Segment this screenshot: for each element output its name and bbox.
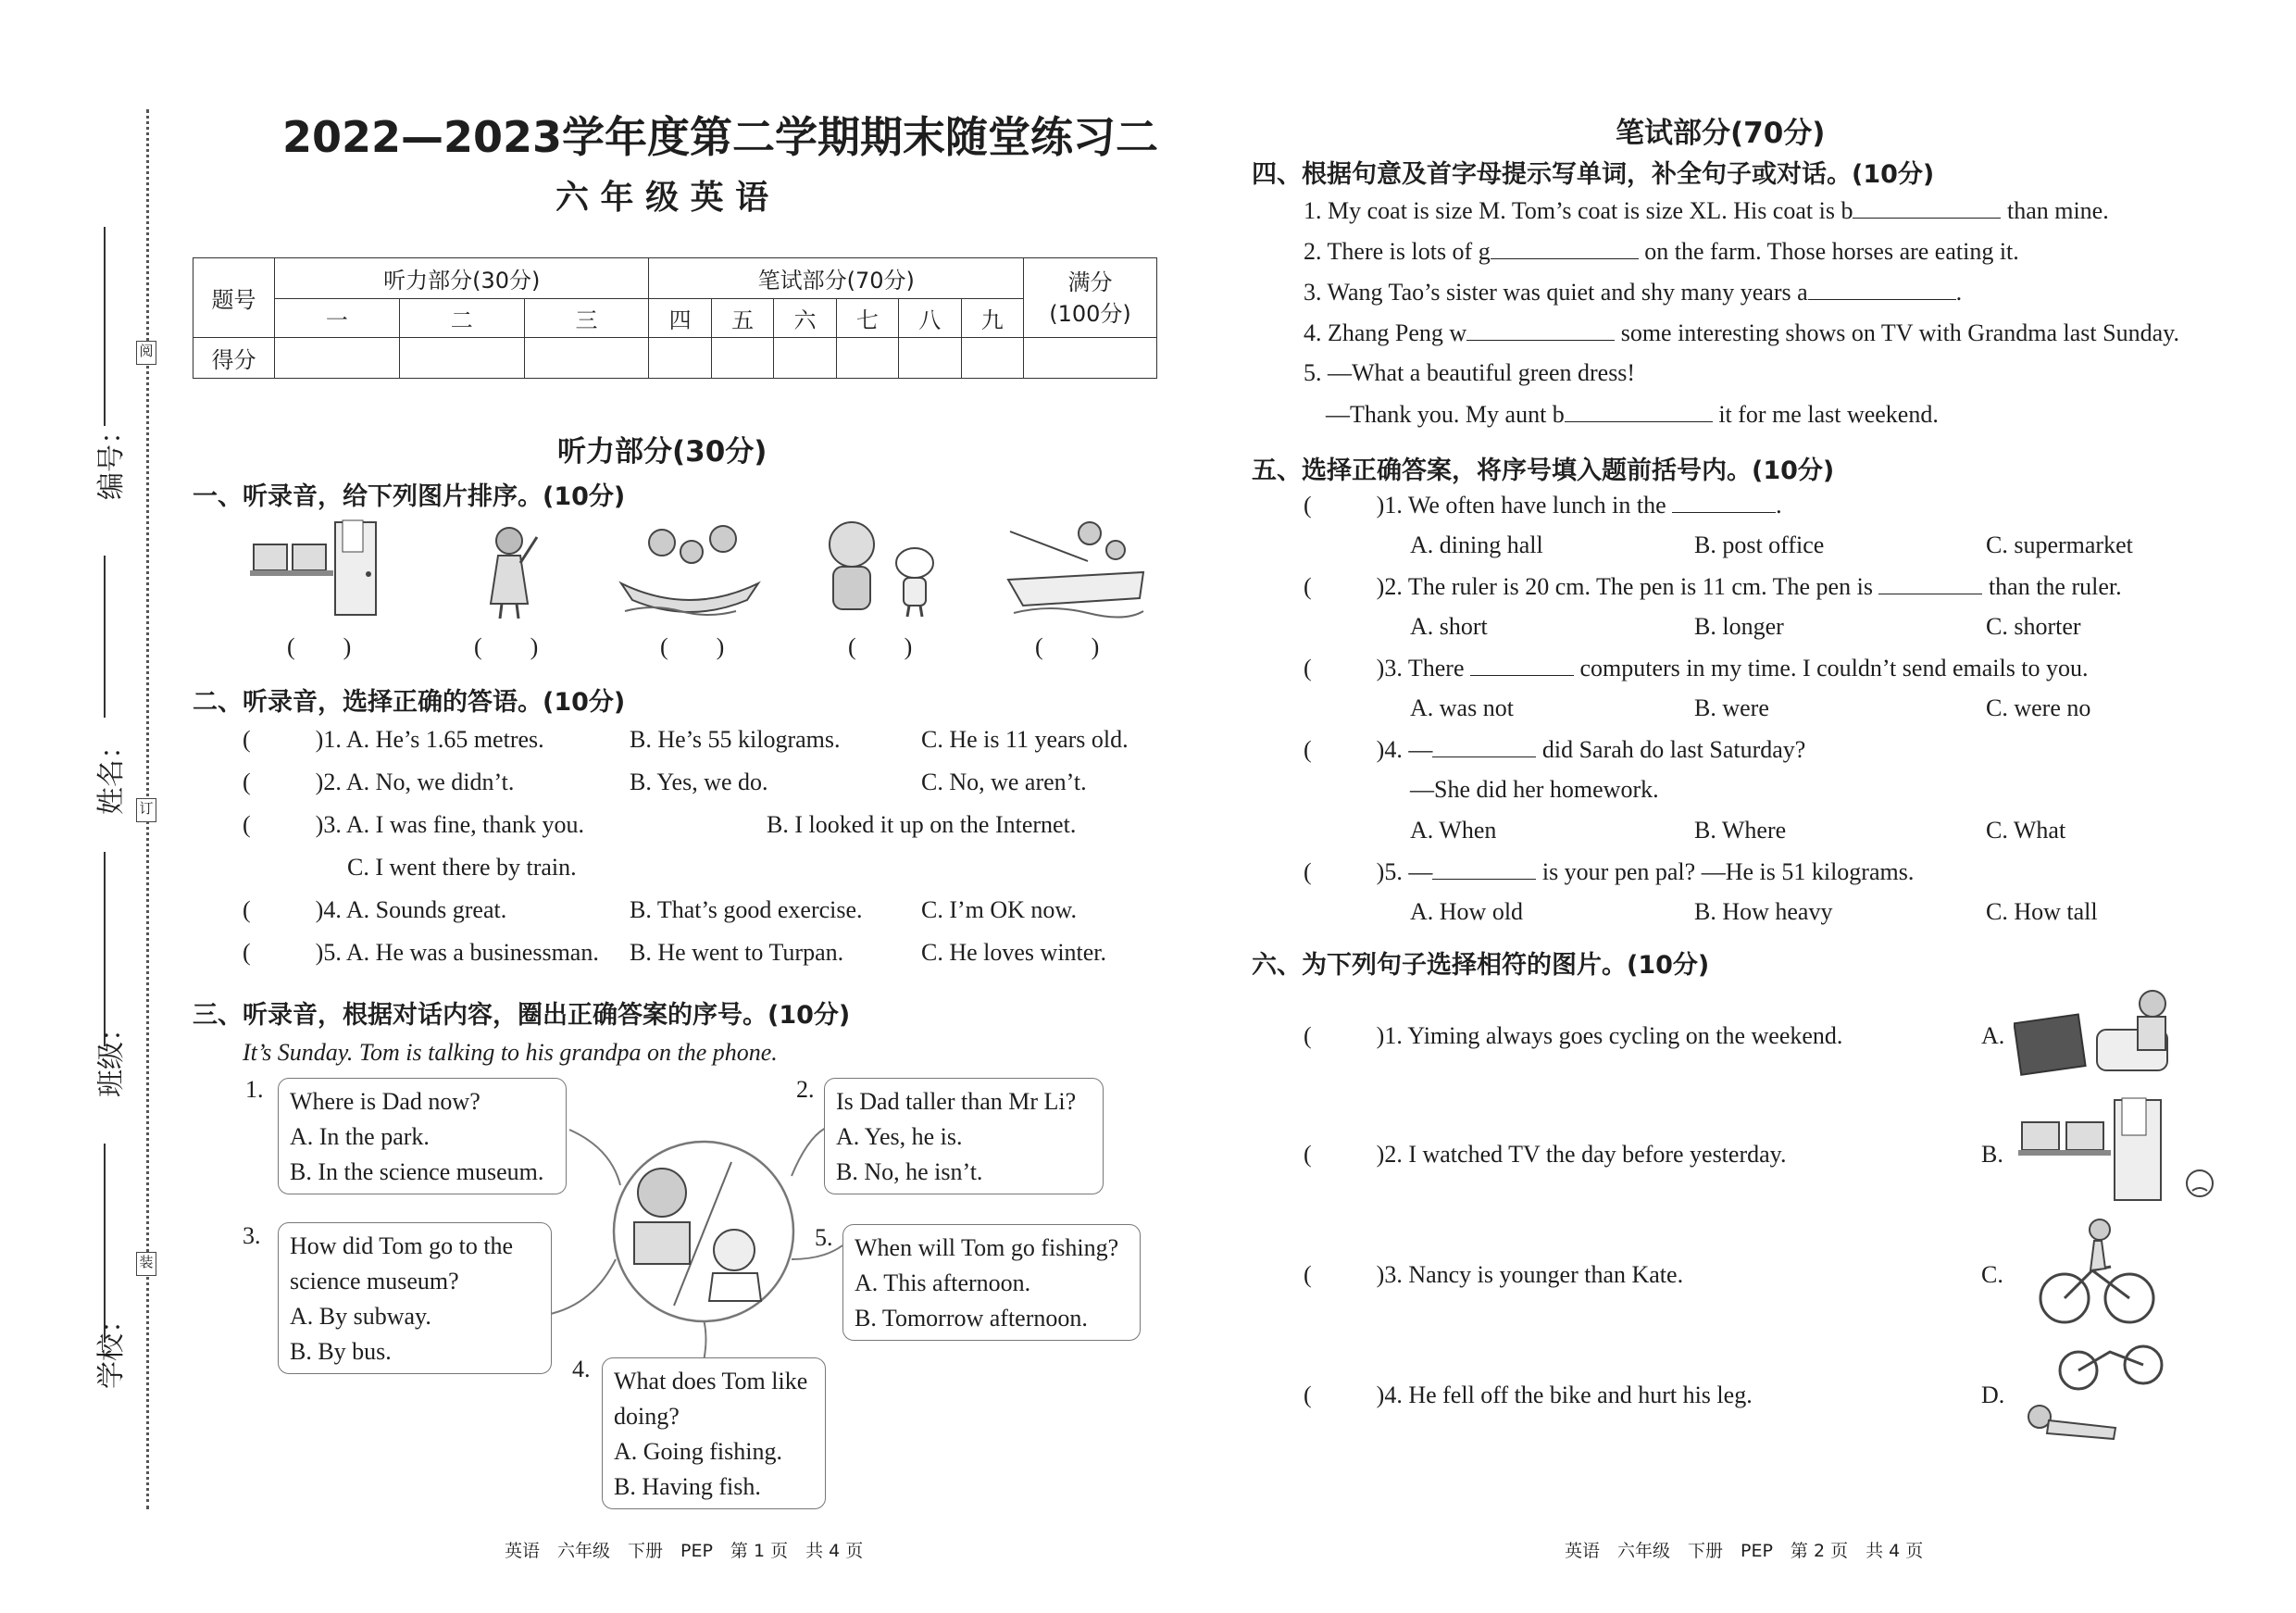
- score-cell[interactable]: [399, 338, 524, 379]
- listening-heading: 听力部分(30分): [557, 435, 767, 469]
- label-name: 姓名：: [96, 731, 127, 815]
- bubble-2: [824, 1078, 1104, 1194]
- part5-stem-end: .: [1776, 492, 1782, 519]
- answer-bracket[interactable]: (: [243, 726, 251, 753]
- score-table-writing-group: 笔试部分(70分): [649, 258, 1024, 299]
- part6-letter-b: B.: [1981, 1141, 2003, 1168]
- score-table-col: 五: [711, 299, 773, 338]
- bubble-5-option-a[interactable]: A. This afternoon.: [855, 1269, 1031, 1296]
- bubble-5: [842, 1224, 1141, 1341]
- part5-item-2-option-b: B. longer: [1694, 613, 1784, 640]
- part6-item-4: [1304, 1382, 1753, 1409]
- part4-item-text-end: some interesting shows on TV with Grandma last Sunday.: [1615, 319, 2179, 346]
- part2-item-option-a: )4. A. Sounds great.: [315, 896, 507, 923]
- bubble-2-option-b[interactable]: B. No, he isn’t.: [836, 1158, 983, 1185]
- fill-blank[interactable]: [1565, 400, 1713, 422]
- bubble-1-number: 1.: [245, 1076, 264, 1103]
- boy-cycling-picture: [2037, 1215, 2157, 1326]
- boy-fell-off-bike-picture: [2014, 1343, 2180, 1449]
- page-title: 2022—2023学年度第二学期期末随堂练习二: [282, 112, 1159, 162]
- fill-blank[interactable]: [1432, 857, 1536, 880]
- part2-item-option-b: B. He’s 55 kilograms.: [630, 726, 841, 753]
- part5-item-5-option-b: B. How heavy: [1694, 898, 1833, 925]
- part5-stem: )3. There: [1376, 655, 1470, 681]
- part2-item-1: [243, 726, 544, 754]
- score-cell[interactable]: [961, 338, 1024, 379]
- part4-title: 四、根据句意及首字母提示写单词，补全句子或对话。(10分): [1252, 160, 1935, 189]
- answer-bracket[interactable]: (: [1304, 1261, 1312, 1288]
- score-cell[interactable]: [899, 338, 961, 379]
- bubble-5-question: When will Tom go fishing?: [855, 1234, 1119, 1261]
- score-table-col: 九: [961, 299, 1024, 338]
- part6-letter-c: C.: [1981, 1261, 2003, 1288]
- part6-item-3: [1304, 1261, 1683, 1289]
- part2-item-option-c: C. He is 11 years old.: [921, 726, 1129, 753]
- part6-title: 六、为下列句子选择相符的图片。(10分): [1252, 951, 1710, 980]
- part5-stem-end: than the ruler.: [1982, 573, 2122, 600]
- part2-item-option-b: B. He went to Turpan.: [630, 939, 844, 966]
- part3-intro: It’s Sunday. Tom is talking to his grandpa on the phone.: [243, 1039, 778, 1066]
- part2-item-option-c: C. He loves winter.: [921, 939, 1107, 966]
- score-table-col: 八: [899, 299, 961, 338]
- part2-item-3: [243, 811, 584, 839]
- score-table-total-line1: 满分: [1067, 269, 1113, 295]
- score-cell[interactable]: [836, 338, 898, 379]
- part3-title: 三、听录音，根据对话内容，圈出正确答案的序号。(10分): [193, 1001, 851, 1030]
- score-table-col: 四: [649, 299, 711, 338]
- part5-stem-end: computers in my time. I couldn’t send emails to you.: [1573, 655, 2089, 681]
- part2-item-option-b: B. Yes, we do.: [630, 769, 768, 795]
- score-table-listening-group: 听力部分(30分): [275, 258, 649, 299]
- bubble-1-option-b[interactable]: B. In the science museum.: [290, 1158, 544, 1185]
- fill-blank[interactable]: [1466, 319, 1615, 341]
- score-cell[interactable]: [711, 338, 773, 379]
- fill-blank[interactable]: [1878, 572, 1982, 594]
- part5-stem: )1. We often have lunch in the: [1376, 492, 1673, 519]
- score-table-col: 六: [774, 299, 836, 338]
- bubble-4: [602, 1357, 826, 1509]
- fill-blank[interactable]: [1491, 237, 1639, 259]
- score-table-col: 一: [275, 299, 400, 338]
- part5-item-3-option-b: B. were: [1694, 694, 1769, 721]
- girl-waving-picture: [474, 519, 548, 622]
- part6-item-2: [1304, 1141, 1786, 1169]
- part2-item-4: [243, 896, 506, 924]
- score-table-score-label: 得分: [193, 338, 275, 379]
- score-cell[interactable]: [275, 338, 400, 379]
- part4-item-text: 1. My coat is size M. Tom’s coat is size XL. His coat is b: [1304, 197, 1853, 224]
- fill-blank[interactable]: [1470, 654, 1574, 676]
- fill-blank[interactable]: [1808, 278, 1956, 300]
- part4-item-text-end: on the farm. Those horses are eating it.: [1638, 238, 2019, 265]
- part4-item-text: 2. There is lots of g: [1304, 238, 1491, 265]
- part5-stem: )5. —: [1376, 858, 1433, 885]
- answer-bracket[interactable]: (: [1304, 858, 1312, 885]
- part5-item-2: [1304, 572, 2122, 601]
- bubble-1: [278, 1078, 567, 1194]
- order-bracket[interactable]: ( ): [848, 633, 913, 660]
- answer-bracket[interactable]: (: [1304, 573, 1312, 600]
- part4-item-3: [1304, 278, 1962, 306]
- part2-item-option-b: B. That’s good exercise.: [630, 896, 863, 923]
- answer-bracket[interactable]: (: [1304, 655, 1312, 681]
- bubble-3-option-a[interactable]: A. By subway.: [290, 1303, 431, 1330]
- part5-item-4-option-a: A. When: [1410, 817, 1497, 844]
- answer-bracket[interactable]: (: [1304, 1141, 1312, 1168]
- part5-item-1: [1304, 491, 1782, 519]
- part5-item-5: [1304, 857, 1914, 886]
- score-table-row-header: 题号: [193, 258, 275, 338]
- bubble-4-option-a[interactable]: A. Going fishing.: [614, 1438, 782, 1465]
- part6-sentence: )1. Yiming always goes cycling on the weekend.: [1376, 1022, 1843, 1049]
- stamp-ding: 订: [136, 798, 156, 822]
- fill-blank[interactable]: [1672, 491, 1776, 513]
- part6-sentence: )4. He fell off the bike and hurt his leg.: [1376, 1382, 1753, 1408]
- part2-item-option-c: C. I went there by train.: [347, 854, 577, 881]
- answer-bracket[interactable]: (: [243, 811, 251, 838]
- part2-item-option-b: B. I looked it up on the Internet.: [767, 811, 1077, 838]
- score-table: [193, 257, 1157, 379]
- part5-item-4-option-b: B. Where: [1694, 817, 1787, 844]
- answer-bracket[interactable]: (: [243, 769, 251, 795]
- bubble-4-question-line1: What does Tom like: [614, 1368, 808, 1394]
- bubble-2-question: Is Dad taller than Mr Li?: [836, 1088, 1077, 1115]
- label-id: 编号：: [96, 417, 127, 500]
- part2-item-option-a: )5. A. He was a businessman.: [315, 939, 599, 966]
- score-table-col: 三: [524, 299, 649, 338]
- part5-item-5-option-c: C. How tall: [1986, 898, 2098, 925]
- fill-blank[interactable]: [1432, 735, 1536, 757]
- computer-room-picture-b: [2018, 1094, 2217, 1206]
- part2-item-option-a: )3. A. I was fine, thank you.: [315, 811, 584, 838]
- footer-right: 英语 六年级 下册 PEP 第 2 页 共 4 页: [1565, 1541, 1924, 1561]
- part6-sentence: )3. Nancy is younger than Kate.: [1376, 1261, 1684, 1288]
- part1-title: 一、听录音，给下列图片排序。(10分): [193, 482, 626, 511]
- score-cell[interactable]: [649, 338, 711, 379]
- binding-margin: [0, 0, 185, 1613]
- computer-room-picture: [250, 517, 389, 620]
- bubble-3: [278, 1222, 552, 1374]
- label-school: 学校：: [96, 1306, 127, 1389]
- part2-item-option-c: C. I’m OK now.: [921, 896, 1078, 923]
- part5-item-3-option-c: C. were no: [1986, 694, 2091, 721]
- part5-stem: )2. The ruler is 20 cm. The pen is 11 cm. The pen is: [1376, 573, 1879, 600]
- bubble-3-number: 3.: [243, 1222, 261, 1249]
- part2-item-5: [243, 939, 599, 967]
- bubble-2-option-a[interactable]: A. Yes, he is.: [836, 1123, 963, 1150]
- blank-line-id[interactable]: [104, 227, 106, 426]
- score-table-col: 二: [399, 299, 524, 338]
- bubble-2-number: 2.: [796, 1076, 815, 1103]
- part4-item-text: 4. Zhang Peng w: [1304, 319, 1467, 346]
- part4-item-2: [1304, 237, 2019, 266]
- part5-item-1-option-c: C. supermarket: [1986, 531, 2133, 558]
- answer-bracket[interactable]: (: [1304, 492, 1312, 519]
- bubble-1-option-a[interactable]: A. In the park.: [290, 1123, 430, 1150]
- footer-left: 英语 六年级 下册 PEP 第 1 页 共 4 页: [505, 1541, 864, 1561]
- part5-item-2-option-a: A. short: [1410, 613, 1488, 640]
- part5-stem-end: did Sarah do last Saturday?: [1536, 736, 1806, 763]
- stamp-yue: 阅: [136, 341, 156, 365]
- score-cell[interactable]: [774, 338, 836, 379]
- part4-item-text-end: it for me last weekend.: [1712, 401, 1939, 428]
- fill-blank[interactable]: [1853, 196, 2001, 219]
- page-subtitle: 六 年 级 英 语: [555, 179, 769, 217]
- score-cell-total[interactable]: [1024, 338, 1157, 379]
- answer-bracket[interactable]: (: [1304, 1382, 1312, 1408]
- answer-bracket[interactable]: (: [243, 896, 251, 923]
- part5-item-2-option-c: C. shorter: [1986, 613, 2081, 640]
- score-table-total: [1024, 258, 1157, 338]
- bubble-1-question: Where is Dad now?: [290, 1088, 480, 1115]
- part4-item-4: [1304, 319, 2179, 347]
- part5-item-4-line2: —She did her homework.: [1410, 776, 1659, 803]
- stamp-zhuang: 装: [136, 1252, 156, 1276]
- part5-stem-end: is your pen pal? —He is 51 kilograms.: [1536, 858, 1915, 885]
- part4-item-text-end: .: [1955, 279, 1963, 306]
- part2-item-option-a: )1. A. He’s 1.65 metres.: [315, 726, 544, 753]
- part6-sentence: )2. I watched TV the day before yesterday.: [1376, 1141, 1787, 1168]
- bubble-4-question-line2: doing?: [614, 1403, 680, 1430]
- order-bracket[interactable]: ( ): [1035, 633, 1100, 660]
- tiger-and-sheep-picture: [817, 517, 942, 620]
- part4-item-5: 5. —What a beautiful green dress!: [1304, 359, 1636, 386]
- part4-item-text: 3. Wang Tao’s sister was quiet and shy many years a: [1304, 279, 1808, 306]
- order-bracket[interactable]: ( ): [660, 633, 725, 660]
- bubble-3-option-b[interactable]: B. By bus.: [290, 1338, 392, 1365]
- answer-bracket[interactable]: (: [1304, 1022, 1312, 1049]
- writing-heading: 笔试部分(70分): [1616, 117, 1826, 150]
- score-table-total-line2: (100分): [1049, 300, 1131, 327]
- boy-watching-tv-picture: [2014, 983, 2190, 1085]
- order-bracket[interactable]: ( ): [474, 633, 539, 660]
- bubble-3-question-line2: science museum?: [290, 1268, 459, 1294]
- part5-item-3-option-a: A. was not: [1410, 694, 1514, 721]
- part5-item-1-option-b: B. post office: [1694, 531, 1825, 558]
- order-bracket[interactable]: ( ): [287, 633, 352, 660]
- bubble-5-number: 5.: [815, 1224, 833, 1251]
- part4-item-text-end: than mine.: [2001, 197, 2109, 224]
- label-class: 班级：: [96, 1014, 127, 1097]
- part4-item-text: —Thank you. My aunt b: [1326, 401, 1565, 428]
- part2-title: 二、听录音，选择正确的答语。(10分): [193, 688, 626, 717]
- part6-letter-d: D.: [1981, 1382, 2005, 1408]
- part4-item-1: [1304, 196, 2109, 225]
- answer-bracket[interactable]: (: [1304, 736, 1312, 763]
- part5-item-4-option-c: C. What: [1986, 817, 2066, 844]
- part2-item-2: [243, 769, 514, 796]
- part5-title: 五、选择正确答案，将序号填入题前括号内。(10分): [1252, 456, 1835, 485]
- bubble-4-option-b[interactable]: B. Having fish.: [614, 1473, 761, 1500]
- part2-item-option-a: )2. A. No, we didn’t.: [315, 769, 515, 795]
- family-fishing-picture: [1004, 515, 1148, 622]
- blank-line-name[interactable]: [104, 556, 106, 718]
- part6-item-1: [1304, 1022, 1842, 1050]
- score-table-col: 七: [836, 299, 898, 338]
- part5-item-3: [1304, 654, 2089, 682]
- bubble-4-number: 4.: [572, 1356, 591, 1382]
- part5-stem: )4. —: [1376, 736, 1433, 763]
- part5-item-1-option-a: A. dining hall: [1410, 531, 1543, 558]
- part5-item-5-option-a: A. How old: [1410, 898, 1524, 925]
- part2-item-option-c: C. No, we aren’t.: [921, 769, 1087, 795]
- family-on-boat-picture: [616, 515, 764, 624]
- bubble-3-question-line1: How did Tom go to the: [290, 1232, 514, 1259]
- part5-item-4: [1304, 735, 1805, 764]
- part6-letter-a: A.: [1981, 1022, 2005, 1049]
- part4-item-5-reply: [1326, 400, 1939, 429]
- bubble-5-option-b[interactable]: B. Tomorrow afternoon.: [855, 1305, 1088, 1332]
- answer-bracket[interactable]: (: [243, 939, 251, 966]
- score-cell[interactable]: [524, 338, 649, 379]
